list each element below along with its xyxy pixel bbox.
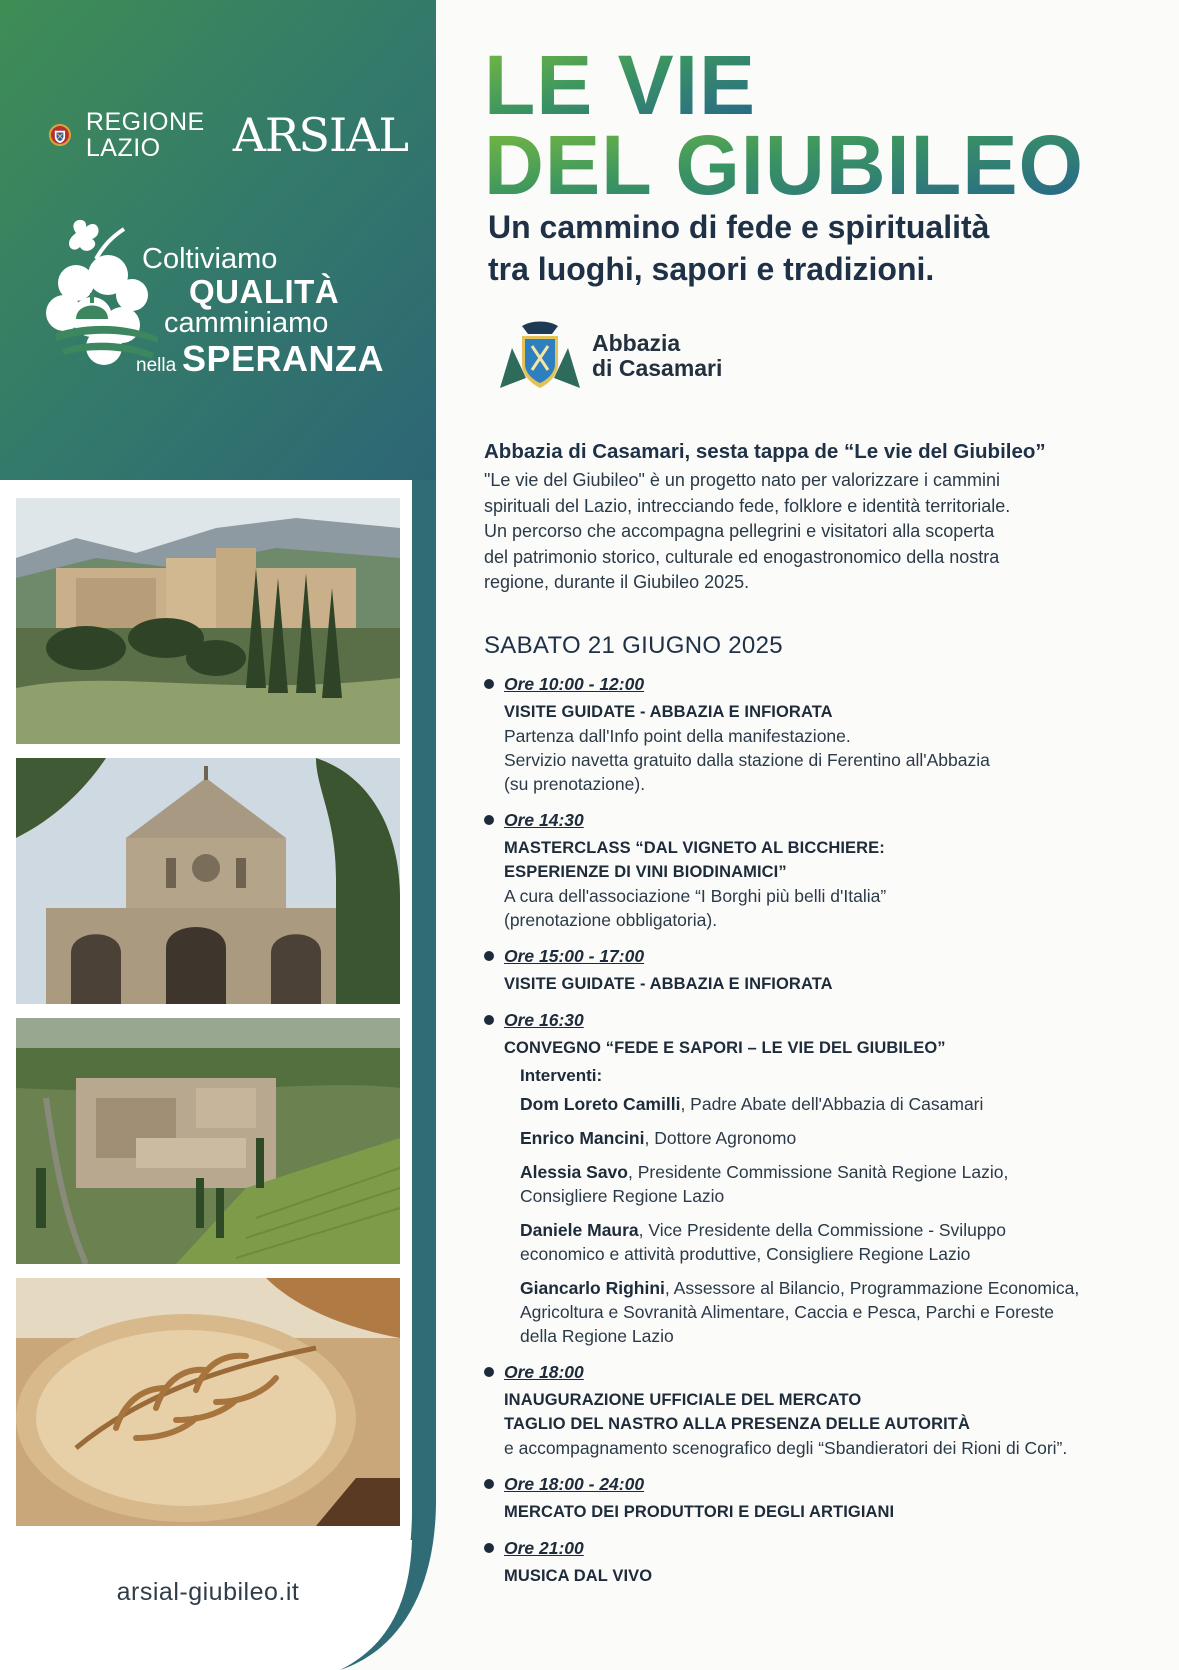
event-detail: A cura dell'associazione “I Borghi più belli d'Italia” (504, 886, 887, 906)
regione-line: REGIONE (85, 108, 205, 136)
schedule-item (484, 808, 1164, 932)
event-title: MUSICA DAL VIVO (504, 1567, 653, 1585)
title-line-1: LE VIE (484, 48, 757, 132)
slogan-line-camminiamo: camminiamo (164, 307, 329, 339)
abbazia-casamari-logo (492, 318, 722, 394)
grape-dome-icon (46, 215, 166, 375)
speaker-role: , Padre Abate dell'Abbazia di Casamari (680, 1094, 984, 1114)
speaker-role: economico e attività produttive, Consigliere Regione Lazio (520, 1244, 971, 1264)
church-facade-photo (16, 758, 400, 1004)
abbey-panorama-photo (16, 498, 400, 744)
abbazia-line-2: di Casamari (592, 355, 723, 381)
speaker (520, 1160, 1164, 1208)
bread-loaf-photo (16, 1278, 400, 1526)
event-detail: Partenza dall'Info point della manifestazione. (504, 726, 851, 746)
subtitle-line-2: tra luoghi, sapori e tradizioni. (488, 251, 935, 287)
speaker-role: , Presidente Commissione Sanità Regione Lazio, (627, 1162, 1009, 1182)
intro-line: "Le vie del Giubileo" è un progetto nato per valorizzare i cammini (484, 470, 1001, 490)
event-time: Ore 16:30 (504, 1010, 584, 1030)
event-title: MASTERCLASS “DAL VIGNETO AL BICCHIERE: (504, 839, 885, 857)
speaker-role: , Dottore Agronomo (644, 1128, 797, 1148)
event-date: SABATO 21 GIUGNO 2025 (484, 632, 783, 659)
intro-heading: Abbazia di Casamari, sesta tappa de “Le vie del Giubileo” (484, 440, 1046, 463)
slogan-line-speranza: SPERANZA (182, 338, 385, 379)
speaker (520, 1276, 1164, 1348)
intro-line: Un percorso che accompagna pellegrini e visitatori alla scoperta (484, 521, 995, 541)
event-title: MERCATO DEI PRODUTTORI E DEGLI ARTIGIANI (504, 1503, 895, 1521)
bullet-icon (484, 1015, 494, 1025)
abbazia-line-1: Abbazia (592, 330, 681, 356)
intro-section (484, 440, 1144, 596)
speaker-name: Dom Loreto Camilli (520, 1094, 681, 1114)
regione-lazio-wordmark (86, 109, 205, 161)
speaker (520, 1218, 1164, 1266)
bullet-icon (484, 679, 494, 689)
bullet-icon (484, 1543, 494, 1553)
event-time: Ore 15:00 - 17:00 (504, 946, 645, 966)
intro-line: regione, durante il Giubileo 2025. (484, 572, 750, 592)
speaker-name: Giancarlo Righini (520, 1278, 665, 1298)
partner-logos (48, 100, 408, 170)
slogan-line-nella: nella (136, 355, 177, 376)
speaker-role: della Regione Lazio (520, 1326, 674, 1346)
speaker-role: , Assessore al Bilancio, Programmazione Economica, (664, 1278, 1080, 1298)
abbey-coat-of-arms-icon (492, 318, 588, 394)
schedule-item (484, 1472, 1164, 1524)
schedule-item (484, 1008, 1164, 1348)
speaker-name: Alessia Savo (520, 1162, 628, 1182)
regione-lazio-crest-icon (48, 107, 72, 163)
speaker-name: Daniele Maura (520, 1220, 639, 1240)
arsial-wordmark: ARSIAL (232, 108, 408, 162)
bullet-icon (484, 1367, 494, 1377)
bullet-icon (484, 1479, 494, 1489)
event-time: Ore 21:00 (504, 1538, 584, 1558)
speakers-label: Interventi: (520, 1066, 603, 1085)
bullet-icon (484, 815, 494, 825)
schedule-item (484, 1536, 1164, 1588)
speaker-role: Consigliere Regione Lazio (520, 1186, 725, 1206)
website-link[interactable]: arsial-giubileo.it (116, 1578, 300, 1606)
event-detail: (prenotazione obbligatoria). (504, 910, 718, 930)
event-time: Ore 10:00 - 12:00 (504, 674, 645, 694)
event-detail: (su prenotazione). (504, 774, 646, 794)
lazio-line: LAZIO (85, 134, 161, 162)
speaker-role: Agricoltura e Sovranità Alimentare, Caccia e Pesca, Parchi e Foreste (520, 1302, 1054, 1322)
event-schedule (484, 672, 1164, 1600)
schedule-item (484, 944, 1164, 996)
event-title: INAUGURAZIONE UFFICIALE DEL MERCATO (504, 1391, 862, 1409)
event-time: Ore 18:00 - 24:00 (504, 1474, 645, 1494)
speaker-name: Enrico Mancini (520, 1128, 645, 1148)
event-time: Ore 18:00 (504, 1362, 584, 1382)
subtitle-line-1: Un cammino di fede e spiritualità (488, 209, 990, 245)
intro-body (484, 468, 1144, 596)
slogan-logo (46, 215, 416, 380)
schedule-item (484, 1360, 1164, 1460)
event-title: CONVEGNO “FEDE E SAPORI – LE VIE DEL GIUBILEO” (504, 1039, 946, 1057)
event-detail: Servizio navetta gratuito dalla stazione di Ferentino all'Abbazia (504, 750, 990, 770)
aerial-abbey-photo (16, 1018, 400, 1264)
intro-line: del patrimonio storico, culturale ed enogastronomico della nostra (484, 546, 1000, 567)
slogan-line-qualita: QUALITÀ (189, 273, 340, 310)
page-title (484, 48, 1124, 217)
bullet-icon (484, 951, 494, 961)
event-time: Ore 14:30 (504, 810, 584, 830)
speaker-role: , Vice Presidente della Commissione - Sviluppo (638, 1220, 1007, 1240)
subtitle (488, 206, 1138, 290)
speaker (520, 1126, 1164, 1150)
event-title: VISITE GUIDATE - ABBAZIA E INFIORATA (504, 703, 833, 721)
schedule-item (484, 672, 1164, 796)
left-panel (0, 0, 436, 1670)
event-detail: e accompagnamento scenografico degli “Sbandieratori dei Rioni di Cori”. (504, 1438, 1068, 1458)
abbazia-name (592, 331, 722, 381)
speaker (520, 1092, 1164, 1116)
event-title: TAGLIO DEL NASTRO ALLA PRESENZA DELLE AUTORITÀ (504, 1415, 970, 1433)
title-line-2: DEL GIUBILEO (484, 118, 1084, 208)
title-graphic (484, 48, 1124, 208)
intro-line: spirituali del Lazio, intrecciando fede, folklore e identità territoriale. (484, 495, 1011, 516)
event-title: VISITE GUIDATE - ABBAZIA E INFIORATA (504, 975, 833, 993)
event-title: ESPERIENZE DI VINI BIODINAMICI” (504, 863, 787, 881)
slogan-line-coltiviamo: Coltiviamo (142, 243, 278, 275)
